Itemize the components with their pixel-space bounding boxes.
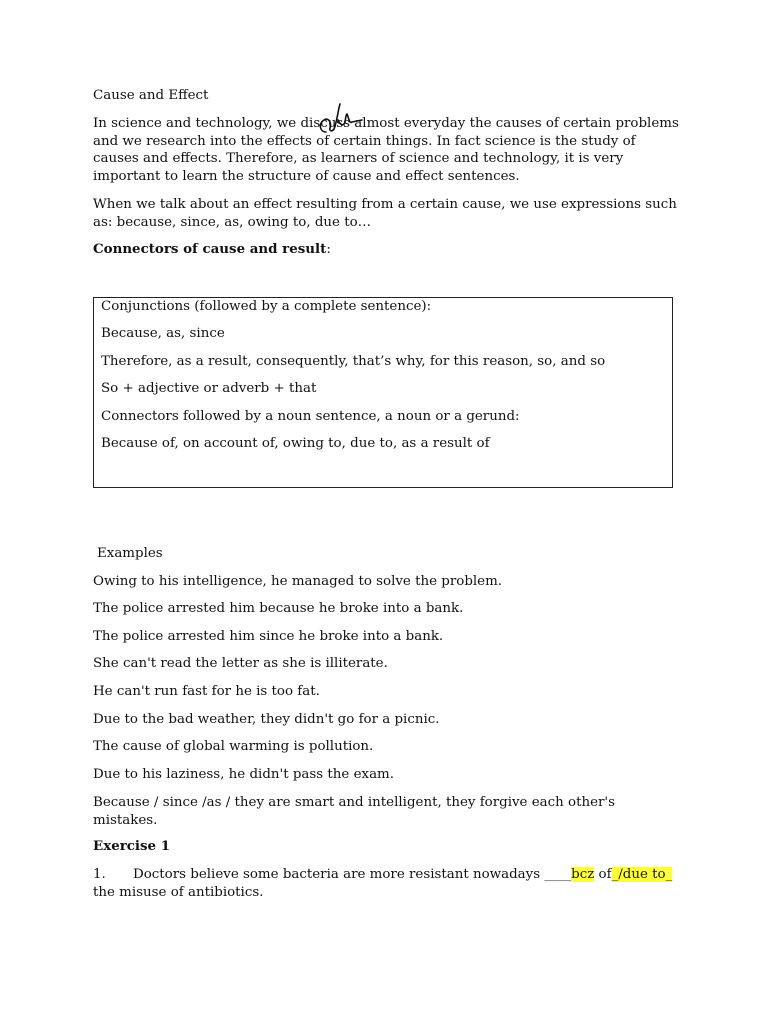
- question-text-after: the misuse of antibiotics.: [93, 884, 264, 900]
- exercise-heading: Exercise 1: [93, 838, 171, 854]
- connectors-box: [93, 297, 673, 488]
- intro-paragraph: In science and technology, we discuss almost everyday the causes of certain problems and we research into the effects of certain things. In fact science is the study of causes and effects. Therefore, as learners of science and technology, it is very important to learn the structure of cause and effect sentences.: [93, 116, 679, 184]
- example-sentence: Owing to his intelligence, he managed to solve the problem.: [93, 574, 503, 589]
- example-sentence: Due to his laziness, he didn't pass the exam.: [93, 767, 395, 782]
- examples-label: Examples: [97, 546, 163, 561]
- box-line: Therefore, as a result, consequently, that’s why, for this reason, so, and so: [101, 354, 606, 369]
- connectors-heading-text: Connectors of cause and result: [93, 241, 327, 257]
- question-text-before: Doctors believe some bacteria are more resistant nowadays ____: [133, 867, 572, 882]
- question-number: 1.: [93, 867, 106, 882]
- handwritten-signature-icon: [316, 102, 366, 136]
- example-sentence: The police arrested him because he broke into a bank.: [93, 601, 464, 616]
- example-sentence: Because / since /as / they are smart and intelligent, they forgive each other's mistakes.: [93, 795, 615, 828]
- box-line: So + adjective or adverb + that: [101, 381, 317, 396]
- connectors-heading: [93, 241, 683, 259]
- box-line: Because of, on account of, owing to, due to, as a result of: [101, 436, 490, 451]
- example-sentence: She can't read the letter as she is illiterate.: [93, 656, 388, 671]
- exercise-question-1: [93, 866, 683, 901]
- box-line: Because, as, since: [101, 326, 225, 341]
- box-line: Connectors followed by a noun sentence, a noun or a gerund:: [101, 409, 520, 424]
- example-sentence: The cause of global warming is pollution.: [93, 739, 374, 754]
- question-text-mid: of: [594, 867, 612, 882]
- example-sentence: He can't run fast for he is too fat.: [93, 684, 320, 699]
- example-sentence: The police arrested him since he broke into a bank.: [93, 629, 444, 644]
- highlighted-answer: bcz: [571, 867, 595, 882]
- document-title: Cause and Effect: [93, 88, 209, 103]
- connectors-heading-colon: :: [326, 242, 331, 257]
- example-sentence: Due to the bad weather, they didn't go for a picnic.: [93, 712, 440, 727]
- box-line: Conjunctions (followed by a complete sentence):: [101, 299, 432, 314]
- highlighted-answer: _/due to_: [611, 867, 673, 882]
- intro-paragraph-2: When we talk about an effect resulting from a certain cause, we use expressions such as: because, since, as, owing to, due to…: [93, 197, 677, 230]
